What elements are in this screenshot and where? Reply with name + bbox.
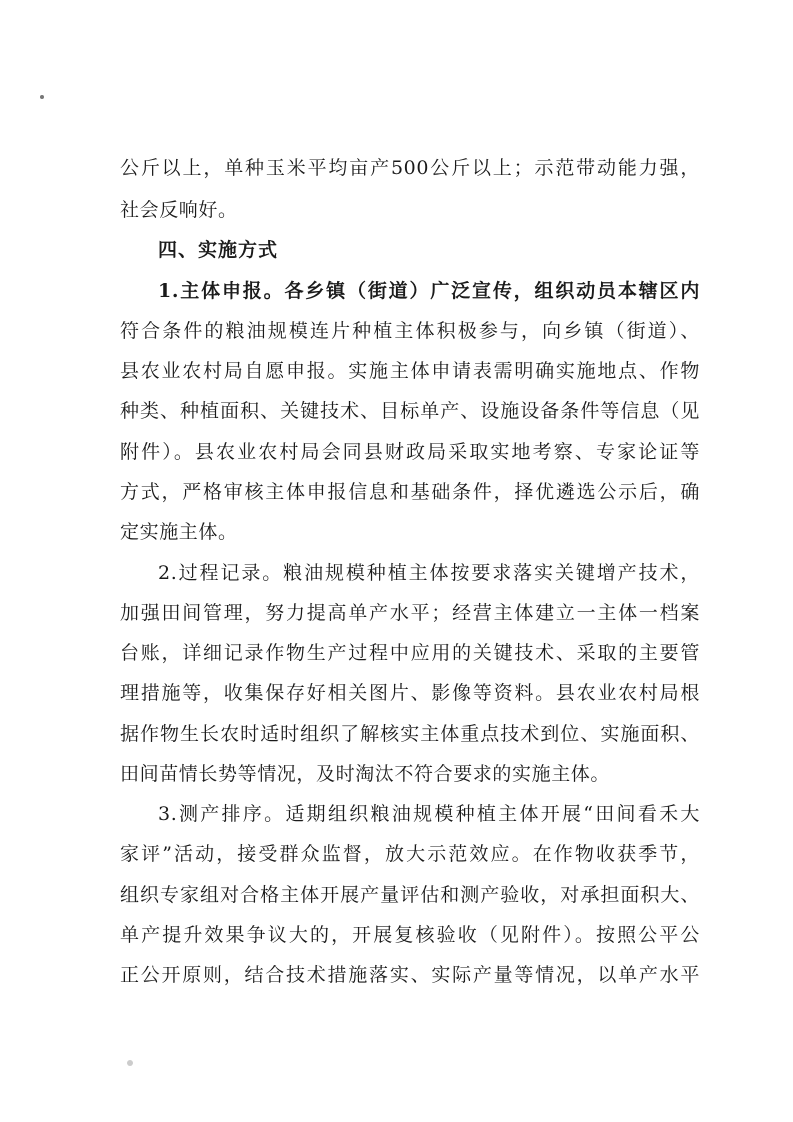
section-heading: 四、实施方式 (158, 239, 279, 261)
text-line: 理措施等，收集保存好相关图片、影像等资料。县农业农村局根 (120, 682, 700, 704)
scan-speck (40, 95, 44, 99)
text-line: 县农业农村局自愿申报。实施主体申请表需明确实施地点、作物 (120, 360, 700, 382)
text-line: 方式，严格审核主体申报信息和基础条件，择优遴选公示后，确 (120, 481, 700, 503)
paragraph-first-line (158, 275, 700, 307)
text-line: 台账，详细记录作物生产过程中应用的关键技术、采取的主要管 (120, 642, 700, 664)
text-line: 家评”活动，接受群众监督，放大示范效应。在作物收获季节， (120, 843, 700, 865)
text-line: 种类、种植面积、关键技术、目标单产、设施设备条件等信息（见 (120, 400, 700, 422)
paragraph-first-line (158, 557, 700, 589)
text-line: 符合条件的粮油规模连片种植主体积极参与，向乡镇（街道）、 (120, 320, 700, 342)
text-line: 组织专家组对合格主体开展产量评估和测产验收，对承担面积大、 (120, 884, 700, 906)
text-line: 附件）。县农业农村局会同县财政局采取实地考察、专家论证等 (120, 441, 700, 463)
scan-speck (127, 1060, 133, 1066)
text-line: 据作物生长农时适时组织了解核实主体重点技术到位、实施面积、 (120, 723, 700, 745)
text-line: 社会反响好。 (120, 199, 238, 221)
text-line: 田间苗情长势等情况，及时淘汰不符合要求的实施主体。 (120, 763, 611, 785)
text-line: 单产提升效果争议大的，开展复核验收（见附件）。按照公平公 (120, 924, 700, 946)
paragraph-first-line (158, 798, 700, 830)
para-2-lead: 2.过程记录。粮油规模种植主体按要求落实关键增产技术， (158, 562, 700, 584)
text-line: 正公开原则，结合技术措施落实、实际产量等情况，以单产水平 (120, 964, 700, 986)
text-line: 公斤以上，单种玉米平均亩产500公斤以上；示范带动能力强， (120, 157, 700, 179)
para-1-lead: 1.主体申报。各乡镇（街道）广泛宣传，组织动员本辖区内 (158, 280, 700, 302)
para-3-lead: 3.测产排序。适期组织粮油规模种植主体开展“田间看禾大 (158, 803, 700, 825)
text-line: 加强田间管理，努力提高单产水平；经营主体建立一主体一档案 (120, 602, 700, 624)
text-line: 定实施主体。 (120, 521, 238, 543)
